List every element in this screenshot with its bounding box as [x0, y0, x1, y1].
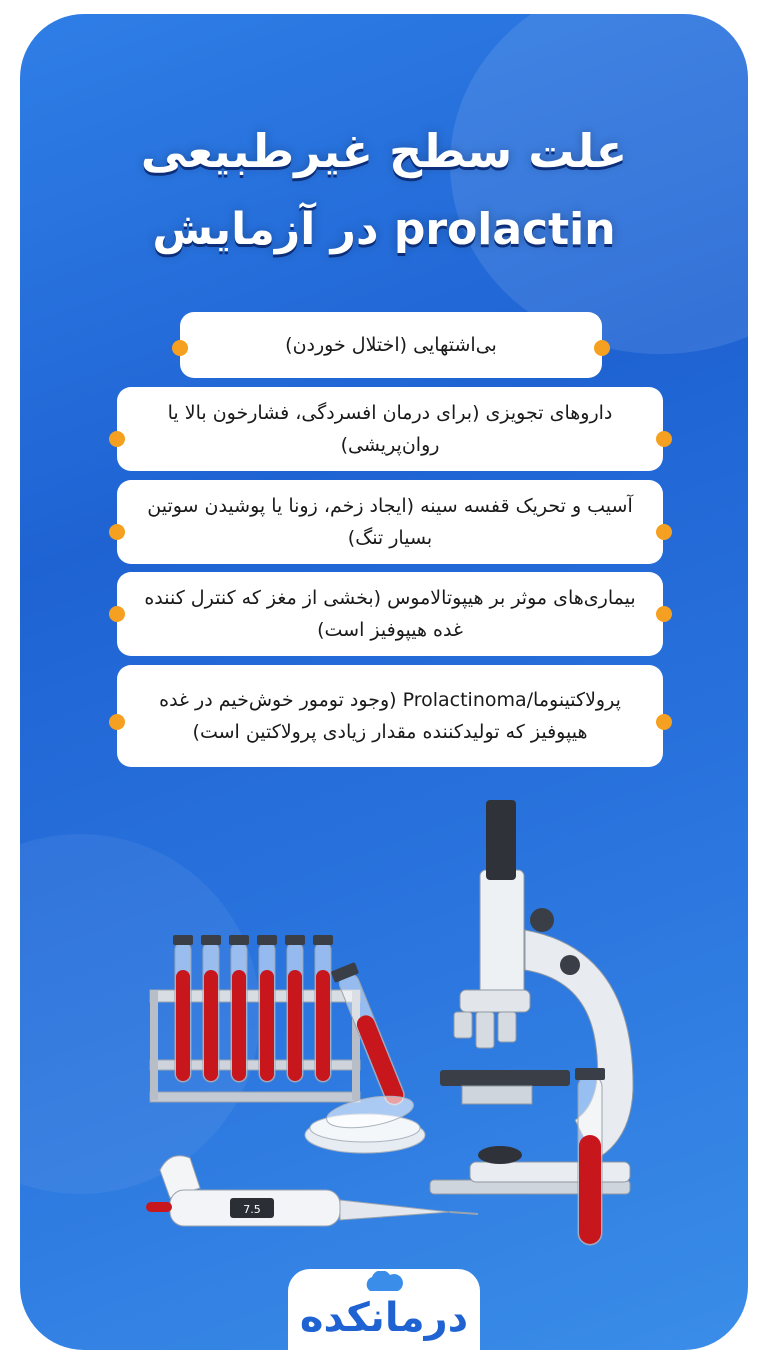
bullet-dot-left [109, 524, 125, 540]
background-shape [450, 14, 748, 354]
cause-item-1 [180, 312, 602, 378]
bullet-dot-left [109, 714, 125, 730]
test-tube-icon [575, 1068, 605, 1245]
bullet-dot-right [656, 714, 672, 730]
pipette-display: 7.5 [243, 1203, 261, 1216]
title-line-1: علت سطح غیرطبیعی [140, 124, 628, 178]
cloud-icon [360, 1271, 408, 1293]
bullet-dot-right [656, 524, 672, 540]
bullet-dot-right [594, 340, 610, 356]
cause-text: آسیب و تحریک قفسه سینه (ایجاد زخم، زونا یا پوشیدن سوتین بسیار تنگ) [147, 495, 633, 549]
title-line-2: prolactin در آزمایش [152, 204, 616, 255]
pipette-icon [146, 1156, 478, 1226]
cause-text: بی‌اشتهایی (اختلال خوردن) [285, 334, 497, 356]
brand-logo [288, 1269, 480, 1355]
logo-text: درمانکده [299, 1295, 469, 1341]
test-tube-rack-icon [150, 935, 360, 1102]
bullet-dot-left [109, 431, 125, 447]
cause-item-3 [117, 480, 663, 564]
bullet-dot-left [172, 340, 188, 356]
bullet-dot-left [109, 606, 125, 622]
cause-item-2 [117, 387, 663, 471]
cause-text: بیماری‌های موثر بر هیپوتالاموس (بخشی از مغز که کنترل کننده غده هیپوفیز است) [144, 587, 636, 641]
bullet-dot-right [656, 431, 672, 447]
test-tube-icon [331, 962, 411, 1109]
cause-text: داروهای تجویزی (برای درمان افسردگی، فشارخون بالا یا روان‌پریشی) [167, 402, 613, 456]
microscope-icon [430, 800, 633, 1194]
bullet-dot-right [656, 606, 672, 622]
cause-item-4 [117, 572, 663, 656]
lab-illustration [130, 790, 650, 1250]
cause-text: پرولاکتینوما/Prolactinoma (وجود تومور خوش‌خیم در غده هیپوفیز که تولیدکننده مقدار زیادی پرولاکتین است) [159, 689, 621, 743]
cause-item-5 [117, 665, 663, 767]
